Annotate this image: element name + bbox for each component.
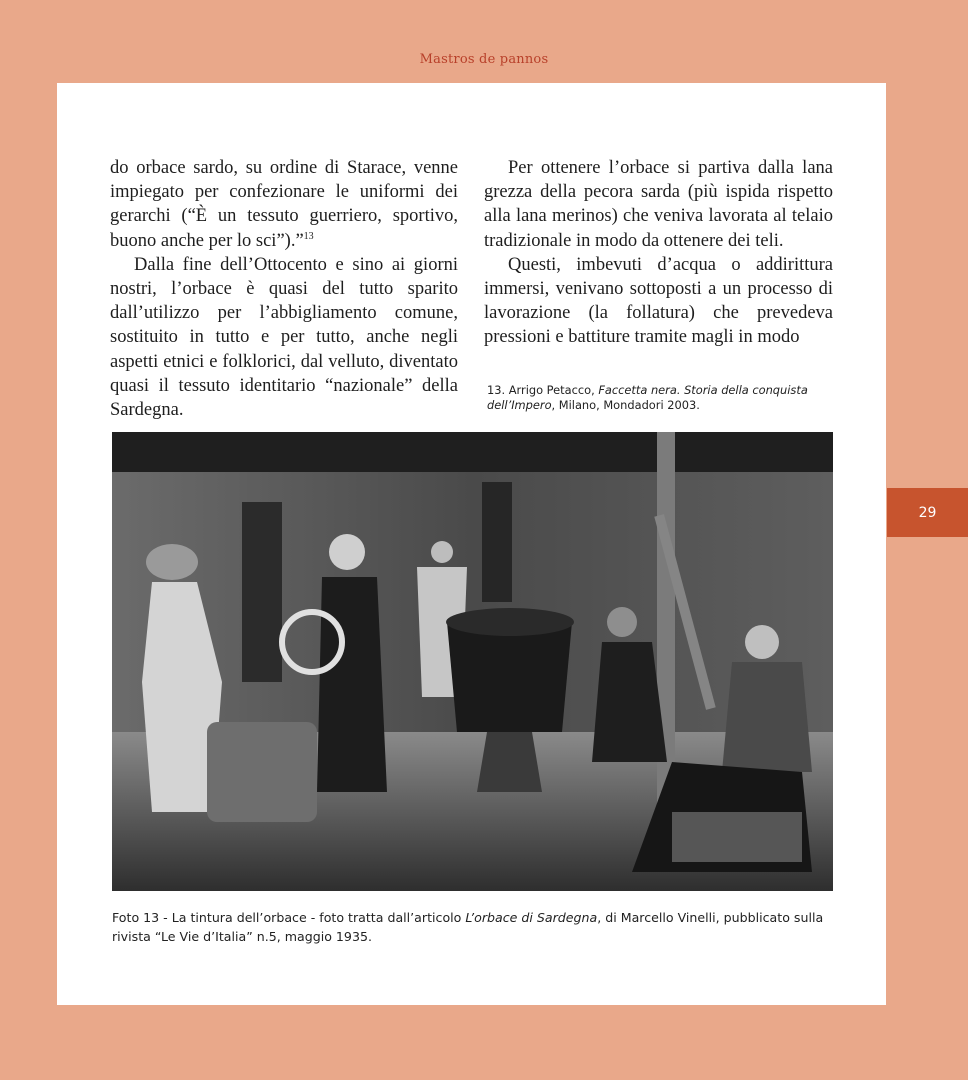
left-paragraph-2: Dalla fine dell’Ottocento e sino ai giorni nostri, l’orbace è quasi del tutto sparito dall’utilizzo per l’abbigliamento comune, sostituito in tutto e per tutto, anche negli aspetti etnici e folklorici, dal velluto, diventato quasi il tessuto identitario “nazionale” della Sardegna.	[110, 254, 458, 421]
caption-prefix: Foto 13 - La tintura dell’orbace - foto tratta dall’articolo	[112, 910, 466, 925]
caption-suffix: , di Marcello Vinelli, pubblicato sulla rivista “Le Vie d’Italia” n.5, maggio 1935.	[112, 910, 824, 944]
right-paragraph-2: Questi, imbevuti d’acqua o addirittura immersi, venivano sottoposti a un processo di lavorazione (la follatura) che prevedeva pressioni e battiture tramite magli in modo	[484, 254, 833, 348]
left-paragraph-1	[110, 156, 458, 253]
left-column	[110, 156, 458, 422]
footnote-suffix: , Milano, Mondadori 2003.	[551, 398, 700, 412]
left-paragraph-1-text: do orbace sardo, su ordine di Starace, venne impiegato per confezionare le uniformi dei gerarchi (“È un tessuto guerriero, sportivo, buono anche per lo sci”).”	[110, 158, 458, 251]
right-column	[484, 156, 833, 350]
footnote-book-title: Faccetta nera. Storia della conquista dell’Impero	[487, 383, 808, 412]
book-page	[57, 83, 886, 1005]
page-number-tab	[887, 488, 968, 537]
footnote	[487, 383, 833, 413]
caption-article-title: L’orbace di Sardegna	[465, 910, 598, 925]
historical-photo	[112, 432, 833, 891]
footnote-reference: 13	[303, 230, 314, 242]
photo-caption	[112, 908, 842, 946]
right-paragraph-1: Per ottenere l’orbace si partiva dalla lana grezza della pecora sarda (più ispida rispetto alla lana merinos) che veniva lavorata al telaio tradizionale in modo da ottenere dei teli.	[484, 158, 833, 251]
running-head: Mastros de pannos	[419, 52, 549, 67]
footnote-prefix: 13. Arrigo Petacco,	[487, 383, 599, 397]
page-number: 29	[918, 504, 937, 521]
photo-illustration	[112, 432, 833, 891]
